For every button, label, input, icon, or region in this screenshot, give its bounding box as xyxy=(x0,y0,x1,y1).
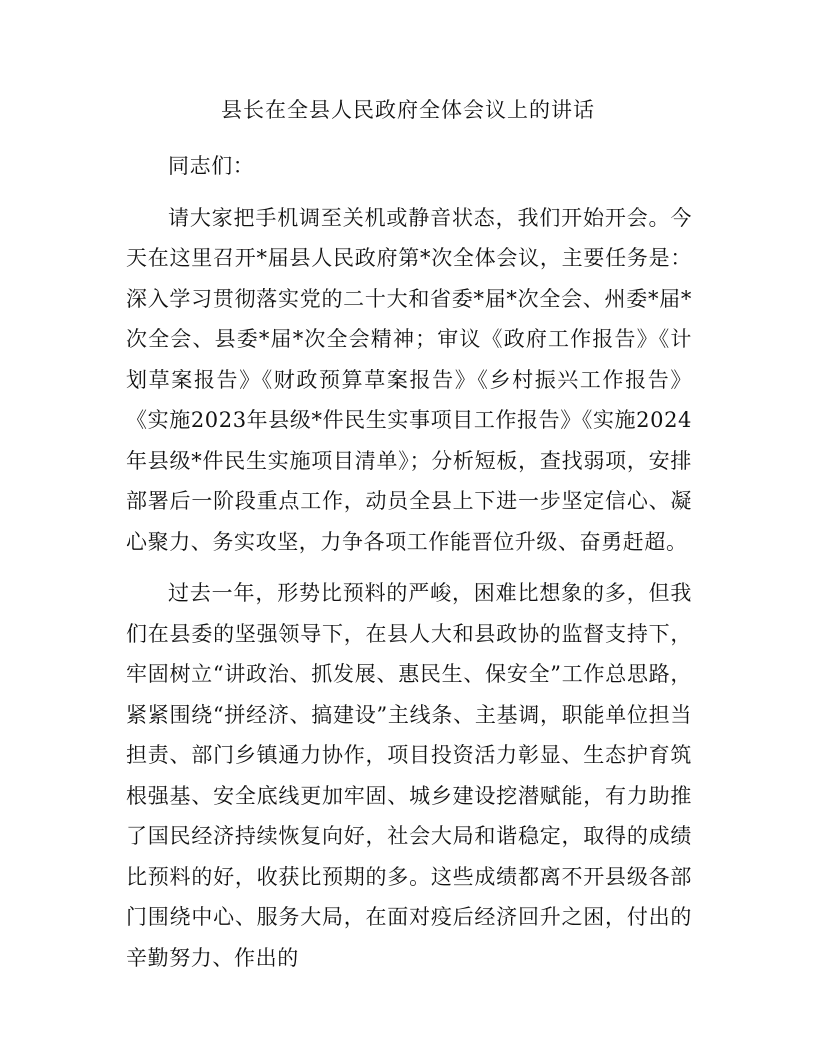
paragraph-1: 请大家把手机调至关机或静音状态，我们开始开会。今天在这里召开*届县人民政府第*次全体会议，主要任务是：深入学习贯彻落实党的二十大和省委*届*次全会、州委*届*次全会、县委*届*次全会精神；审议《政府工作报告》《计划草案报告》《财政预算草案报告》《乡村振兴工作报告》《实施2023年县级*件民生实事项目工作报告》《实施2024年县级*件民生实施项目清单》；分析短板，查找弱项，安排部署后一阶段重点工作，动员全县上下进一步坚定信心、凝心聚力、务实攻坚，力争各项工作能晋位升级、奋勇赶超。 xyxy=(126,205,692,554)
document-body xyxy=(126,146,692,978)
document-title: 县长在全县人民政府全体会议上的讲话 xyxy=(221,98,595,122)
salutation: 同志们： xyxy=(168,154,255,178)
paragraph-2: 过去一年，形势比预料的严峻，困难比想象的多，但我们在县委的坚强领导下，在县人大和县政协的监督支持下，牢固树立“讲政治、抓发展、惠民生、保安全”工作总思路，紧紧围绕“拼经济、搞建设”主线条、主基调，职能单位担当担责、部门乡镇通力协作，项目投资活力彰显、生态护育筑根强基、安全底线更加牢固、城乡建设挖潜赋能，有力助推了国民经济持续恢复向好，社会大局和谐稳定，取得的成绩比预料的好，收获比预期的多。这些成绩都离不开县级各部门围绕中心、服务大局，在面对疫后经济回升之困，付出的辛勤努力、作出的 xyxy=(126,581,692,970)
